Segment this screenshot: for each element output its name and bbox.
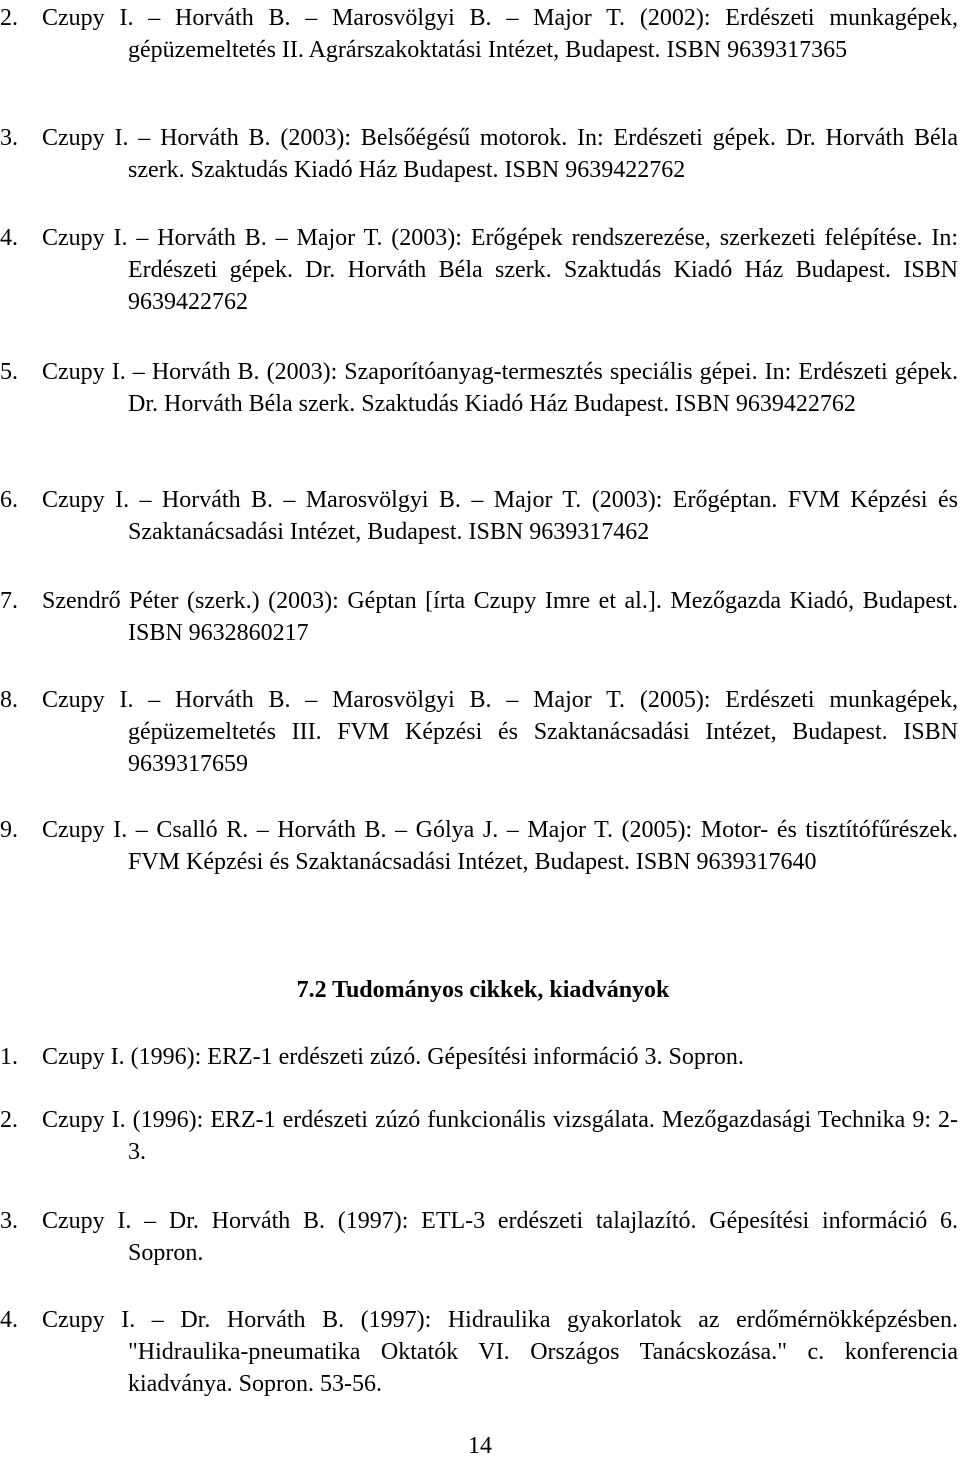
reference-entry [0, 684, 958, 780]
reference-text: Czupy I. – Csalló R. – Horváth B. – Gólya J. – Major T. (2005): Motor- és tisztítófűrészek. FVM Képzési és Szaktanácsadási Intézet, Budapest. ISBN 9639317640 [42, 817, 958, 875]
article-text: Czupy I. (1996): ERZ-1 erdészeti zúzó funkcionális vizsgálata. Mezőgazdasági Technika 9: 2-3. [42, 1107, 958, 1165]
article-number: 3. [0, 1208, 18, 1234]
reference-text: Czupy I. – Horváth B. – Marosvölgyi B. – Major T. (2005): Erdészeti munkagépek, gépüzemeltetés III. FVM Képzési és Szaktanácsadási Intézet, Budapest. ISBN 9639317659 [42, 687, 958, 777]
article-number: 1. [0, 1044, 18, 1070]
reference-number: 9. [0, 817, 18, 843]
reference-number: 6. [0, 487, 18, 513]
reference-text: Czupy I. – Horváth B. (2003): Szaporítóanyag-termesztés speciális gépei. In: Erdészeti gépek. Dr. Horváth Béla szerk. Szaktudás Kiadó Ház Budapest. ISBN 9639422762 [42, 359, 958, 417]
article-entry [0, 1041, 958, 1073]
reference-number: 5. [0, 359, 18, 385]
article-entry [0, 1304, 958, 1400]
page-number: 14 [468, 1433, 492, 1459]
reference-entry [0, 122, 958, 186]
reference-text: Czupy I. – Horváth B. – Marosvölgyi B. – Major T. (2003): Erőgéptan. FVM Képzési és Szaktanácsadási Intézet, Budapest. ISBN 9639317462 [42, 487, 958, 545]
reference-number: 4. [0, 225, 18, 251]
reference-number: 7. [0, 588, 18, 614]
section-heading: 7.2 Tudományos cikkek, kiadványok [296, 977, 670, 1003]
reference-entry [0, 585, 958, 649]
reference-entry [0, 356, 958, 420]
reference-entry [0, 814, 958, 878]
article-text: Czupy I. – Dr. Horváth B. (1997): ETL-3 erdészeti talajlazító. Gépesítési információ 6. Sopron. [42, 1208, 958, 1266]
reference-text: Czupy I. – Horváth B. (2003): Belsőégésű motorok. In: Erdészeti gépek. Dr. Horváth Béla szerk. Szaktudás Kiadó Ház Budapest. ISBN 9639422762 [42, 125, 958, 183]
reference-entry [0, 2, 958, 66]
reference-number: 2. [0, 5, 18, 31]
reference-number: 8. [0, 687, 18, 713]
reference-entry [0, 484, 958, 548]
article-number: 2. [0, 1107, 18, 1133]
reference-entry [0, 222, 958, 318]
article-text: Czupy I. – Dr. Horváth B. (1997): Hidraulika gyakorlatok az erdőmérnökképzésben. "Hidraulika-pneumatika Oktatók VI. Országos Tanácskozása." c. konferencia kiadványa. Sopron. 53-56. [42, 1307, 958, 1397]
article-number: 4. [0, 1307, 18, 1333]
reference-text: Czupy I. – Horváth B. – Marosvölgyi B. – Major T. (2002): Erdészeti munkagépek, gépüzemeltetés II. Agrárszakoktatási Intézet, Budapest. ISBN 9639317365 [42, 5, 958, 63]
reference-number: 3. [0, 125, 18, 151]
reference-text: Czupy I. – Horváth B. – Major T. (2003): Erőgépek rendszerezése, szerkezeti felépítése. In: Erdészeti gépek. Dr. Horváth Béla szerk. Szaktudás Kiadó Ház Budapest. ISBN 9639422762 [42, 225, 958, 315]
article-entry [0, 1104, 958, 1168]
article-entry [0, 1205, 958, 1269]
article-text: Czupy I. (1996): ERZ-1 erdészeti zúzó. Gépesítési információ 3. Sopron. [42, 1044, 744, 1070]
reference-text: Szendrő Péter (szerk.) (2003): Géptan [írta Czupy Imre et al.]. Mezőgazda Kiadó, Budapest. ISBN 9632860217 [42, 588, 958, 646]
